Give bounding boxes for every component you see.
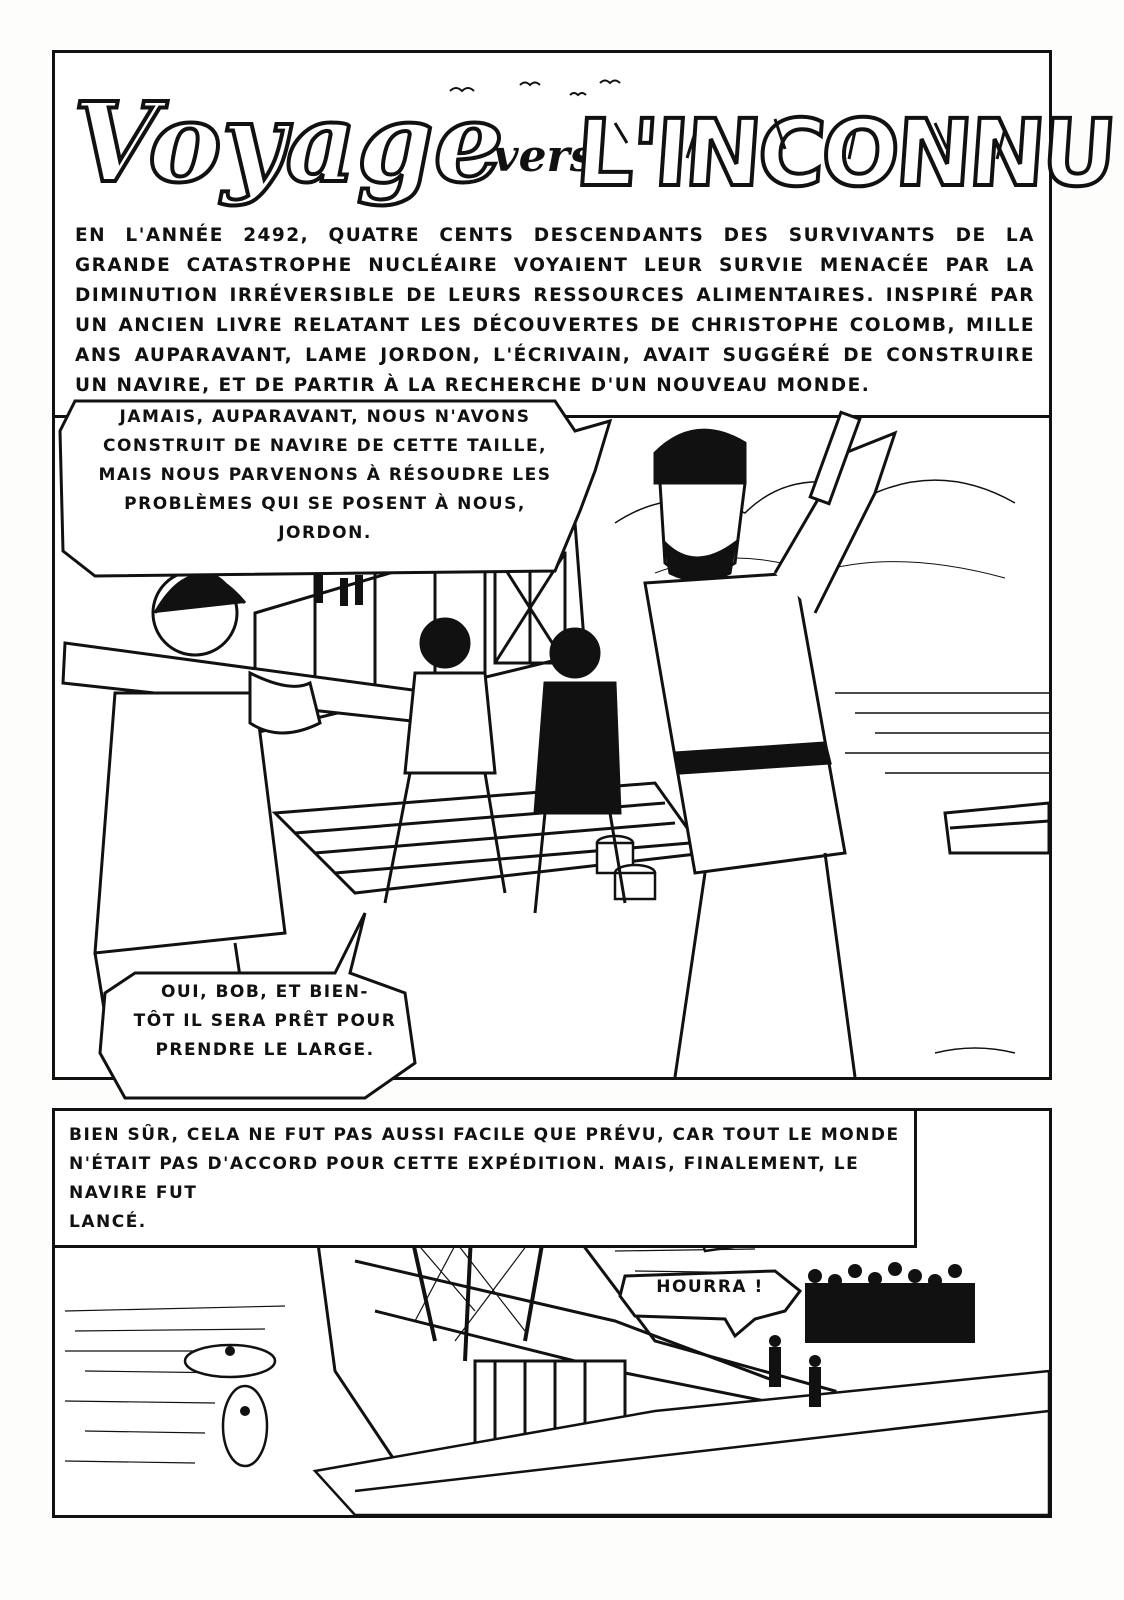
- speech-bubble-bottom: OUI, BOB, ET BIEN- TÔT IL SERA PRÊT POUR PRENDRE LE LARGE.: [133, 982, 397, 1060]
- title-word-inconnu: L'INCONNU: [572, 100, 1117, 207]
- title-word-voyage: Voyage: [73, 78, 504, 207]
- worker-jordon: [645, 412, 895, 1077]
- speech-bubble-hourra: HOURRA !: [656, 1277, 764, 1297]
- intro-caption: EN L'ANNÉE 2492, QUATRE CENTS DESCENDANTS DES SURVIVANTS DE LA GRANDE CATASTROPHE NUCLÉAIRE VOYAIENT LEUR SURVIE MENACÉE PAR LA DIMINUTION IRRÉVERSIBLE DE LEURS RESSOURCES ALIMENTAIRES. INSPIRÉ PAR UN ANCIEN LIVRE RELATANT LES DÉCOUVERTES DE CHRISTOPHE COLOMB, MILLE ANS AUPARAVANT, LAME JORDON, L'ÉCRIVAIN, AVAIT SUGGÉRÉ DE CONSTRUIRE UN NAVIRE, ET DE PARTIR À LA RECHERCHE D'UN NOUVEAU MONDE.: [75, 225, 1035, 396]
- title-word-vers: vers: [493, 131, 595, 182]
- panel-construction: [52, 50, 1117, 1080]
- speech-bubble-top: JAMAIS, AUPARAVANT, NOUS N'AVONS CONSTRUIT DE NAVIRE DE CETTE TAILLE, MAIS NOUS PARVENONS À RÉSOUDRE LES PROBLÈMES QUI SE POSENT À NOUS, JORDON.: [98, 407, 552, 543]
- panel-launch: [52, 1108, 1052, 1518]
- launch-caption: BIEN SÛR, CELA NE FUT PAS AUSSI FACILE QUE PRÉVU, CAR TOUT LE MONDE N'ÉTAIT PAS D'ACCORD POUR CETTE EXPÉDITION. MAIS, FINALEMENT, LE NAVIRE FUT LANCÉ.: [55, 1111, 917, 1248]
